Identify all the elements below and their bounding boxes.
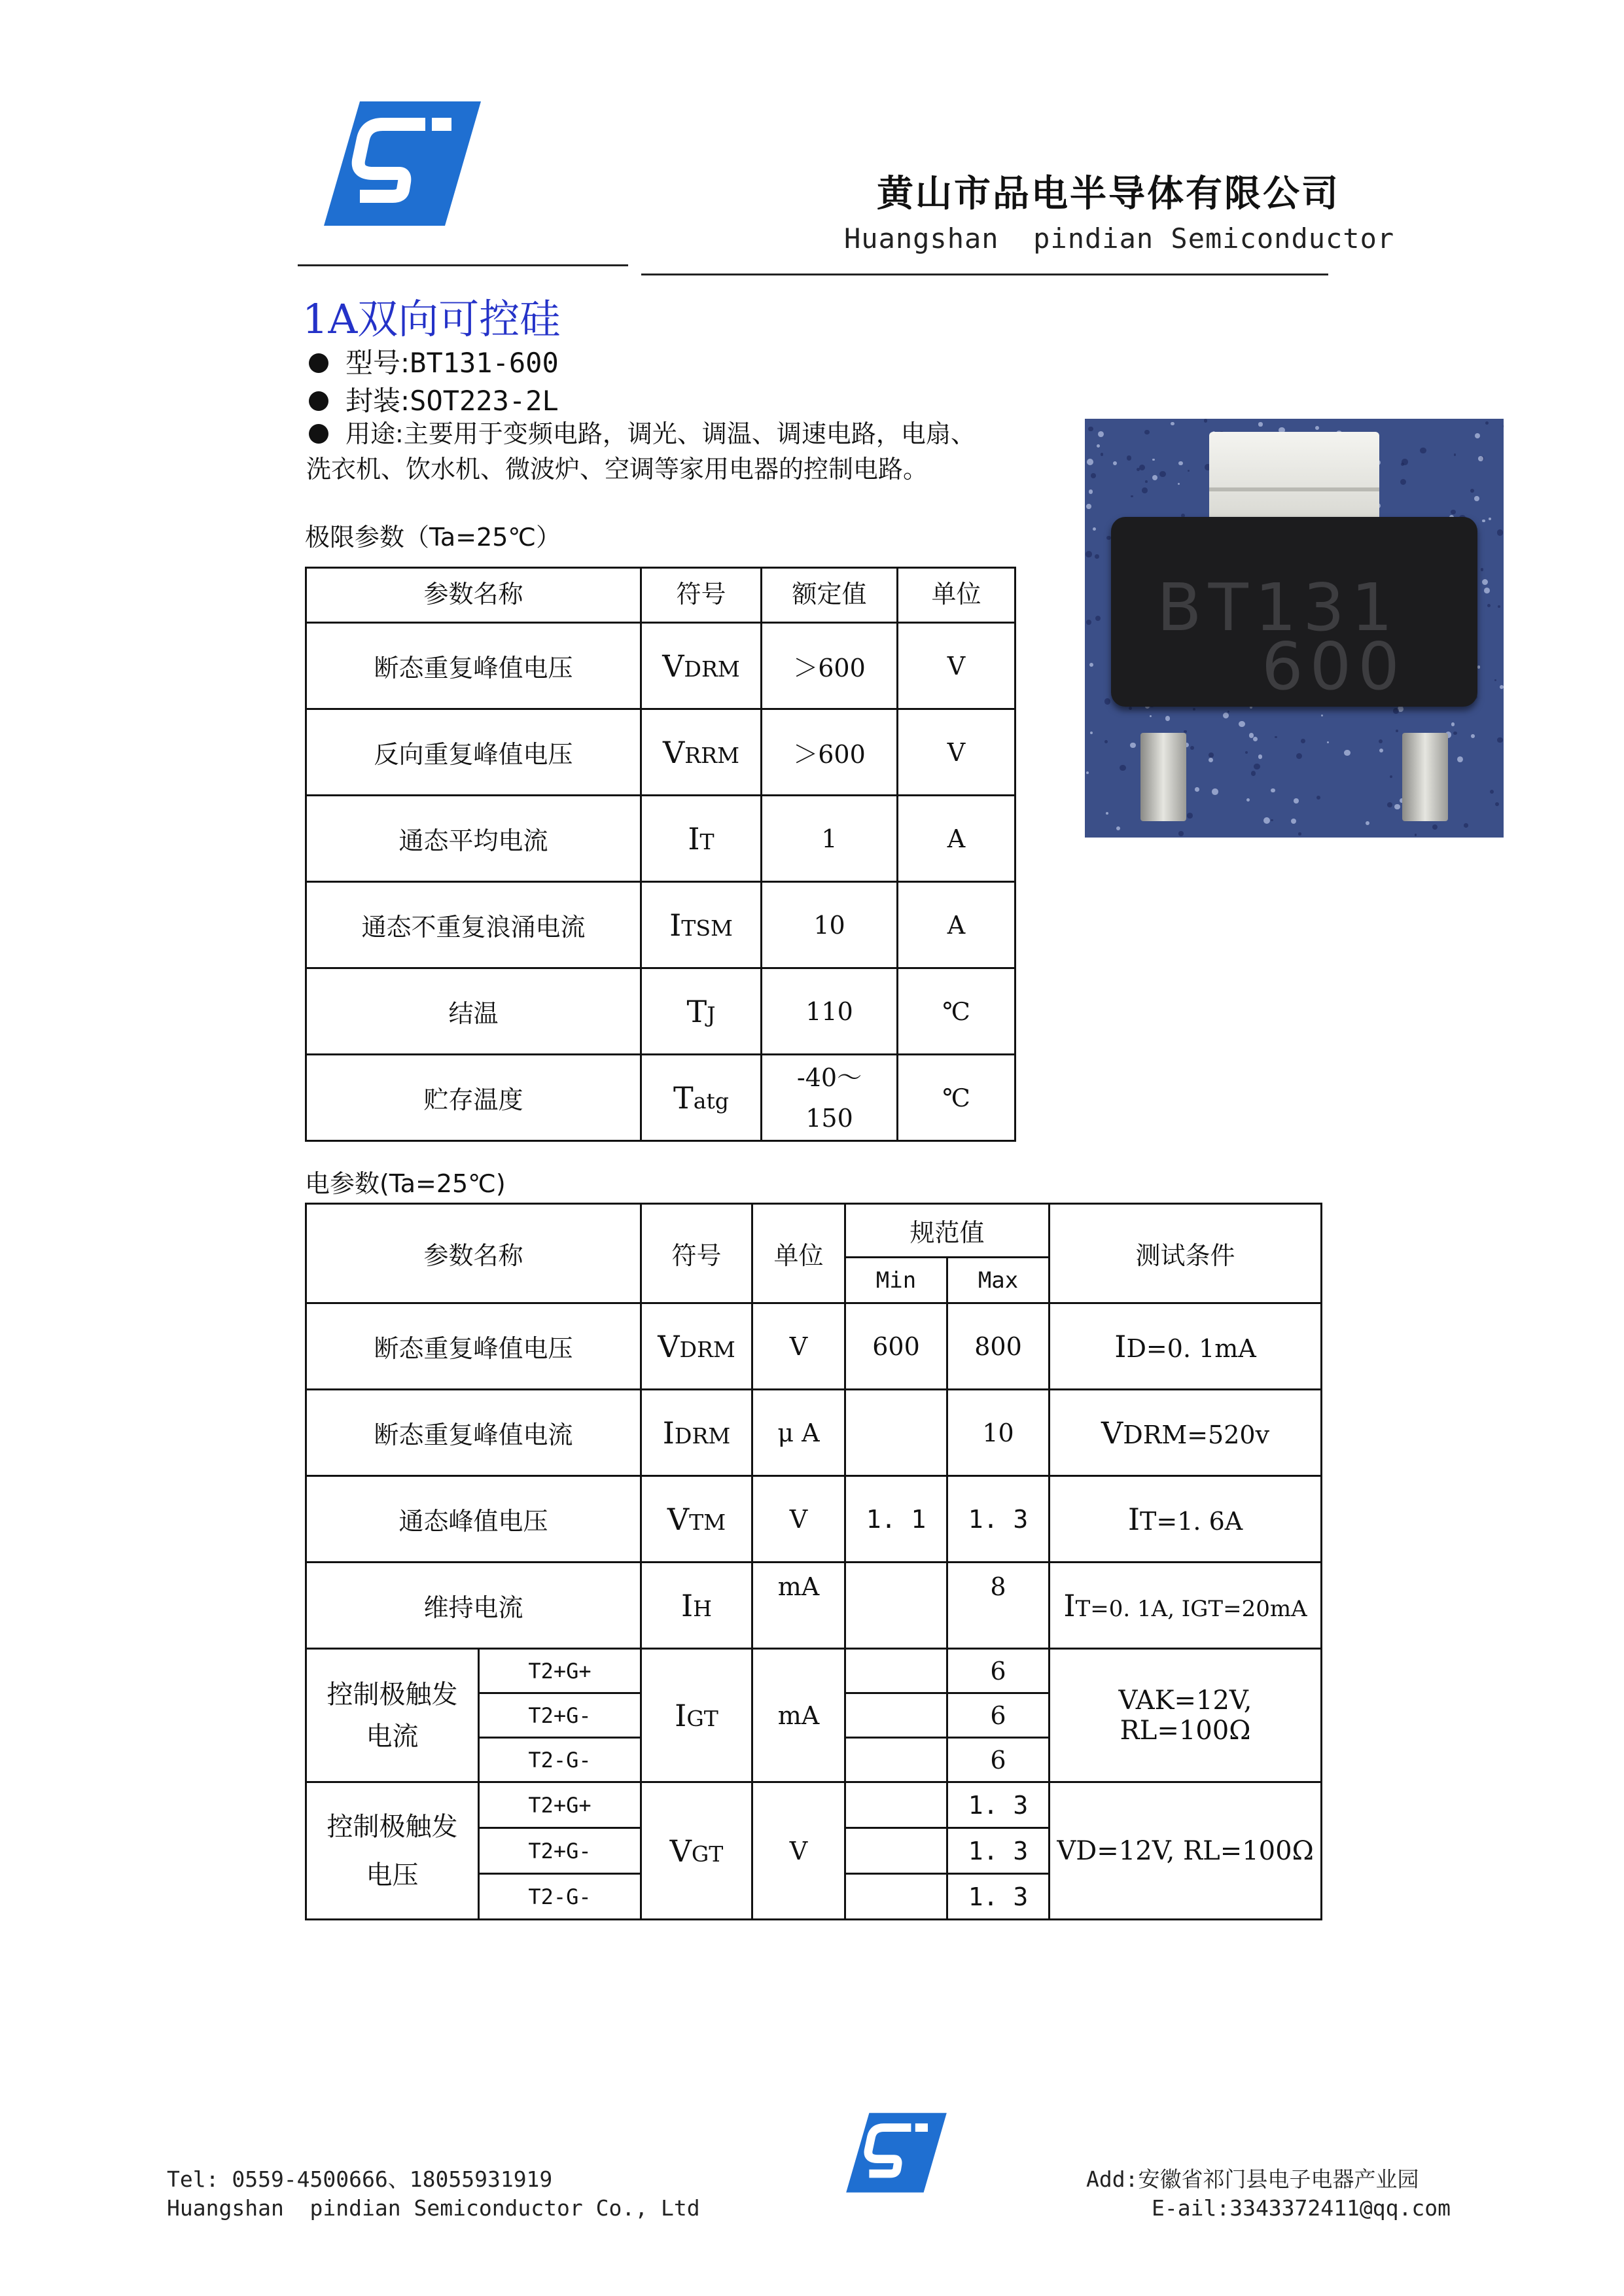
param-condition: IT=1. 6A	[1050, 1476, 1322, 1563]
param-name: 反向重复峰值电压	[306, 709, 641, 796]
footer-logo	[844, 2110, 949, 2195]
spec-label: 封装:	[345, 385, 410, 417]
bullet-icon	[309, 424, 328, 444]
param-name: 断态重复峰值电流	[306, 1390, 641, 1476]
param-name: 通态不重复浪涌电流	[306, 882, 641, 968]
param-max: 1. 3	[947, 1828, 1050, 1874]
table-row	[306, 709, 1015, 796]
param-max: 10	[947, 1390, 1050, 1476]
param-min: 1. 1	[845, 1476, 947, 1563]
bullet-icon	[309, 391, 328, 411]
param-unit: A	[898, 882, 1015, 968]
param-name: 通态平均电流	[306, 796, 641, 882]
param-name: 维持电流	[306, 1563, 641, 1649]
param-value: ＞600	[762, 709, 898, 796]
param-unit: V	[752, 1782, 845, 1920]
package-lead-left	[1140, 733, 1186, 821]
elec-header-min: Min	[845, 1258, 947, 1303]
param-unit: mA	[752, 1649, 845, 1782]
param-name: 贮存温度	[306, 1055, 641, 1141]
spec-value: BT131-600	[410, 347, 559, 379]
param-symbol: ITSM	[641, 882, 762, 968]
param-value: 1	[762, 796, 898, 882]
param-min	[845, 1782, 947, 1828]
param-name: 断态重复峰值电压	[306, 1303, 641, 1390]
param-unit: mA	[752, 1563, 845, 1649]
header-rule-right	[641, 274, 1328, 275]
param-name: 控制极触发 电流	[306, 1649, 479, 1782]
param-max: 1. 3	[947, 1782, 1050, 1828]
param-min	[845, 1693, 947, 1738]
param-unit: V	[752, 1476, 845, 1563]
trigger-mode: T2-G-	[479, 1874, 641, 1920]
param-min	[845, 1390, 947, 1476]
footer-tel: Tel: 0559-4500666、18055931919	[167, 2166, 553, 2192]
table-row	[306, 796, 1015, 882]
package-marking-line2: 600	[1262, 628, 1406, 705]
param-symbol: VTM	[641, 1476, 752, 1563]
param-min: 600	[845, 1303, 947, 1390]
limits-title: 极限参数（Ta=25℃）	[305, 523, 561, 552]
spec-value: SOT223-2L	[410, 385, 559, 417]
param-symbol: TJ	[641, 968, 762, 1055]
limits-table	[305, 567, 1016, 1142]
param-max: 800	[947, 1303, 1050, 1390]
param-condition: VAK=12V, RL=100Ω	[1050, 1649, 1322, 1782]
package-lead-right	[1402, 733, 1448, 821]
param-symbol: IGT	[641, 1649, 752, 1782]
table-row	[306, 968, 1015, 1055]
elec-header-symbol: 符号	[641, 1204, 752, 1303]
trigger-mode: T2-G-	[479, 1738, 641, 1782]
table-row	[306, 882, 1015, 968]
table-row	[306, 1649, 1322, 1693]
param-condition: IT=0. 1A, IGT=20mA	[1050, 1563, 1322, 1649]
param-unit: V	[752, 1303, 845, 1390]
trigger-mode: T2+G-	[479, 1828, 641, 1874]
limits-header-symbol: 符号	[641, 568, 762, 623]
limits-header-name: 参数名称	[306, 568, 641, 623]
trigger-mode: T2+G-	[479, 1693, 641, 1738]
param-unit: V	[898, 623, 1015, 709]
param-value: 10	[762, 882, 898, 968]
product-title: 1A双向可控硅	[302, 295, 561, 343]
param-max: 6	[947, 1738, 1050, 1782]
param-max: 1. 3	[947, 1476, 1050, 1563]
param-condition: ID=0. 1mA	[1050, 1303, 1322, 1390]
param-name: 断态重复峰值电压	[306, 623, 641, 709]
footer-company: Huangshan pindian Semiconductor Co., Ltd	[167, 2195, 700, 2221]
elec-header-spec: 规范值	[845, 1204, 1050, 1258]
footer-address: Add:安徽省祁门县电子电器产业园	[1086, 2166, 1419, 2192]
trigger-mode: T2+G+	[479, 1782, 641, 1828]
footer-email: E-ail:3343372411@qq.com	[1152, 2195, 1451, 2221]
usage-line2: 洗衣机、饮水机、微波炉、空调等家用电器的控制电路。	[306, 455, 928, 484]
spec-label: 型号:	[345, 347, 410, 379]
param-min	[845, 1874, 947, 1920]
spec-model	[309, 342, 559, 381]
param-max: 1. 3	[947, 1874, 1050, 1920]
param-symbol: IT	[641, 796, 762, 882]
param-unit: A	[898, 796, 1015, 882]
usage-label: 用途:	[345, 419, 404, 448]
param-name: 通态峰值电压	[306, 1476, 641, 1563]
table-row	[306, 1782, 1322, 1828]
table-row	[306, 1476, 1322, 1563]
elec-header-unit: 单位	[752, 1204, 845, 1303]
param-name: 控制极触发 电压	[306, 1782, 479, 1920]
elec-header-condition: 测试条件	[1050, 1204, 1322, 1303]
table-row	[306, 1303, 1322, 1390]
param-symbol: VDRM	[641, 623, 762, 709]
param-max: 6	[947, 1649, 1050, 1693]
param-name: 结温	[306, 968, 641, 1055]
param-unit: μ A	[752, 1390, 845, 1476]
elec-header-max: Max	[947, 1258, 1050, 1303]
company-name-en: Huangshan pindian Semiconductor	[844, 222, 1395, 255]
param-max: 6	[947, 1693, 1050, 1738]
param-value: 110	[762, 968, 898, 1055]
param-symbol: VDRM	[641, 1303, 752, 1390]
param-condition: VD=12V, RL=100Ω	[1050, 1782, 1322, 1920]
table-row	[306, 1563, 1322, 1649]
spec-usage	[306, 416, 1091, 487]
electrical-title: 电参数(Ta=25℃)	[305, 1169, 506, 1198]
limits-header-rating: 额定值	[762, 568, 898, 623]
bullet-icon	[309, 353, 328, 373]
spec-package	[309, 380, 559, 419]
param-min	[845, 1563, 947, 1649]
param-unit: ℃	[898, 968, 1015, 1055]
param-min	[845, 1649, 947, 1693]
elec-header-name: 参数名称	[306, 1204, 641, 1303]
company-logo	[321, 98, 484, 229]
company-name-cn: 黄山市品电半导体有限公司	[877, 173, 1340, 215]
product-photo	[1085, 419, 1504, 838]
package-marking-line1: BT131	[1157, 569, 1400, 646]
usage-line1: 主要用于变频电路，调光、调温、调速电路，电扇、	[403, 419, 976, 448]
param-value: -40～ 150	[762, 1055, 898, 1141]
electrical-table	[305, 1203, 1322, 1920]
param-symbol: Tatg	[641, 1055, 762, 1141]
param-unit: V	[898, 709, 1015, 796]
param-symbol: VRRM	[641, 709, 762, 796]
header-rule-left	[298, 264, 628, 266]
param-max: 8	[947, 1563, 1050, 1649]
param-min	[845, 1828, 947, 1874]
param-condition: VDRM=520v	[1050, 1390, 1322, 1476]
table-row	[306, 623, 1015, 709]
table-row	[306, 1055, 1015, 1141]
trigger-mode: T2+G+	[479, 1649, 641, 1693]
param-symbol: IDRM	[641, 1390, 752, 1476]
limits-header-unit: 单位	[898, 568, 1015, 623]
table-row	[306, 1390, 1322, 1476]
param-unit: ℃	[898, 1055, 1015, 1141]
param-value: ＞600	[762, 623, 898, 709]
param-min	[845, 1738, 947, 1782]
param-symbol: IH	[641, 1563, 752, 1649]
package-tab	[1209, 432, 1379, 523]
param-symbol: VGT	[641, 1782, 752, 1920]
